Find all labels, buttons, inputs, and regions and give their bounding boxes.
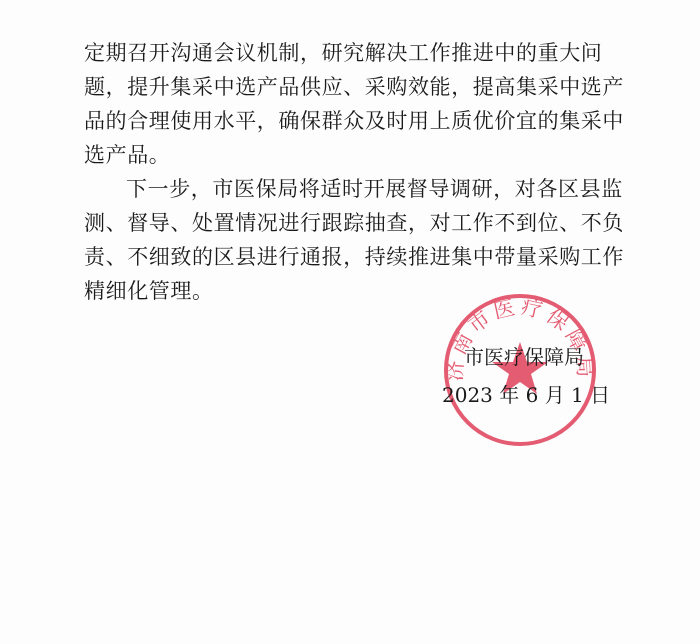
- document-body: [84, 36, 644, 308]
- seal-text: 济南市医疗保障局: [442, 294, 598, 382]
- signature-date: 2023 年 6 月 1 日: [442, 383, 611, 407]
- paragraph-1: 定期召开沟通会议机制，研究解决工作推进中的重大问题，提升集采中选产品供应、采购效能，提高集采中选产品的合理使用水平，确保群众及时用上质优价宜的集采中选产品。: [84, 41, 624, 167]
- paragraph-2: 下一步，市医保局将适时开展督导调研，对各区县监测、督导、处置情况进行跟踪抽查，对工作不到位、不负责、不细致的区县进行通报，持续推进集中带量采购工作精细化管理。: [84, 177, 624, 303]
- signature-organization: 市医疗保障局: [464, 345, 584, 369]
